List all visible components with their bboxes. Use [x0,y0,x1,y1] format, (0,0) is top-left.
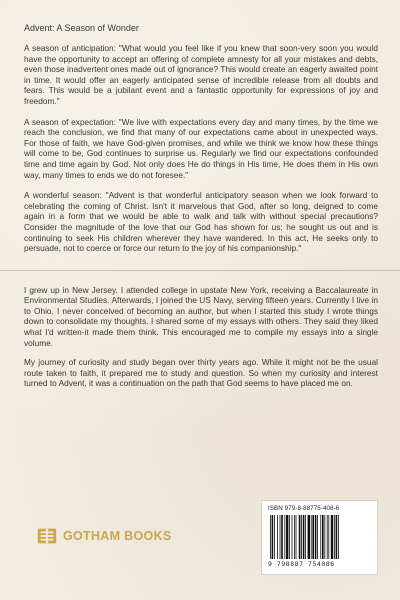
barcode-digits: 9 798887 754086 [268,560,335,568]
publisher-logo [36,523,171,549]
barcode-bar [289,515,290,559]
barcode-bar [277,515,278,559]
author-bio-paragraph: My journey of curiosity and study began over thirty years ago. While it might not be the usual route taken to faith, it prepared me to study and question. So when my curiosity and interest turned to Advent, it was a continuation on the path that God seems to have placed me on. [24,357,378,389]
blurb-paragraph: A wonderful season: "Advent is that wonderful anticipatory season when we look forward to celebrating the coming of Christ. Isn't it marvelous that God, after so long, deigned to come again in a form that we would be able to walk and talk with without special precautions? Consider the magnitude of the love that our God has shown for us; he sought us out and is continuing to seek His children wherever they have wandered. In this act, He seeks only to persuade, not to coerce or force our return to the joy of his companionship." [24,190,378,254]
blurb-paragraph: A season of expectation: "We live with expectations every day and many times, by the time we reach the conclusion, we find that many of our expectations came about in unexpected ways. For those of faith, we have God-given promises, and while we think we know how these things will come to be, God continues to surprise us. Regularly we find our expectations confounded time and time again by God. Not only does He do things in His time, He does them in His own way, many times to ends we do not foresee." [24,116,378,180]
barcode-bar [274,515,275,559]
barcode-bar [324,515,325,559]
blurb-paragraph: A season of anticipation: "What would you feel like if you knew that soon-very soon you would have the opportunity to accept an offering of complete amnesty for all your mistakes and debts, even those inadvertent ones made out of ignorance? This would create an eagerly awaited point in time. It would offer an eagerly anticipated sense of incredible release from all doubts and fears. This would be a jubilant event and a fantastic opportunity for expressions of joy and freedom." [24,43,378,106]
barcode-bar [301,515,302,559]
barcode-bar [270,515,271,559]
barcode-bar [315,515,317,559]
barcode-bar [331,515,333,559]
barcode-bar [281,515,283,559]
barcode-bar [338,515,339,559]
barcode-bar [317,515,318,559]
barcode-bar [294,515,295,559]
barcode-bar [320,515,321,559]
book-title: Advent: A Season of Wonder [24,23,139,33]
author-bio-paragraph: I grew up in New Jersey. I attended college in upstate New York, receiving a Baccalaureate in Environmental Studies. Afterwards, I joined the US Navy, serving fifteen years. Currently I live in to Ohio. I never conceived of becoming an author, but when I started this study I wrote things down to consolidate my thoughts. I shared some of my essays with others. They said they liked what I'd written-it made them think. This encouraged me to compile my essays into a single volume. [24,284,378,348]
barcode-bar [280,515,281,559]
barcode-bar [334,515,335,559]
isbn-label: ISBN 979-8-88775-408-6 [268,505,340,512]
barcode-bar [305,515,306,559]
barcode-bar [328,515,329,559]
barcode-bar [272,515,274,559]
barcode-bar [312,515,314,559]
barcode-bar [322,515,324,559]
isbn-barcode [261,500,378,575]
gotham-books-logo-icon [36,525,58,547]
barcode-bar [292,515,293,559]
section-divider [0,270,400,271]
barcode-bar [284,515,285,559]
barcode-bars [270,515,369,559]
barcode-bar [286,515,288,559]
barcode-bar [336,515,338,559]
back-cover-text [24,22,378,398]
barcode-bar [308,515,310,559]
barcode-bar [303,515,305,559]
publisher-name: GOTHAM BOOKS [63,529,172,543]
barcode-bar [327,515,328,559]
barcode-bar [299,515,301,559]
barcode-bar [296,515,297,559]
barcode-bar [311,515,312,559]
